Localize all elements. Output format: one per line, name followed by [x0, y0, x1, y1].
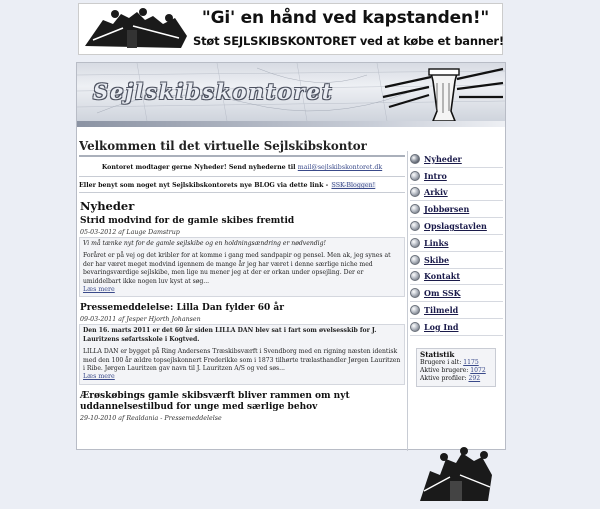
main-content [79, 133, 405, 451]
blog-text: Eller benyt som noget nyt Sejlskibskontorets nye BLOG via dette link - [79, 182, 329, 189]
bullet-icon [410, 187, 420, 197]
page-title: Velkommen til det virtuelle Sejlskibskontor [79, 139, 405, 157]
menu-item-intro[interactable] [410, 168, 503, 185]
menu-item-label: Opslagstavlen [424, 221, 487, 232]
menu-item-label: Nyheder [424, 153, 462, 164]
menu-item-label: Arkiv [424, 187, 448, 198]
bullet-icon [410, 221, 420, 231]
menu-item-label: Links [424, 237, 449, 248]
stat-label: Aktive profiler: [420, 375, 467, 383]
article-body [79, 237, 405, 297]
bullet-icon [410, 322, 420, 332]
sailors-illustration [416, 441, 498, 509]
menu-item-label: Skibe [424, 254, 450, 265]
stat-active-users-value[interactable]: 1072 [470, 367, 486, 375]
blog-link[interactable]: SSK-Bloggen! [331, 182, 376, 189]
statistics-box [416, 348, 496, 387]
right-sidebar [407, 151, 503, 451]
stat-active-users [420, 367, 492, 375]
menu-item-label: Tilmeld [424, 305, 459, 316]
article-body [79, 324, 405, 384]
main-menu [408, 151, 503, 336]
menu-item-label: Intro [424, 170, 447, 181]
menu-item-label: Kontakt [424, 271, 461, 282]
article-lead: Vi må tænke nyt for de gamle sejlskibe og en holdningsændring er nødvendig! [83, 240, 326, 247]
read-more-link[interactable]: Læs mere [83, 373, 115, 381]
bullet-icon [410, 255, 420, 265]
menu-item-links[interactable] [410, 235, 503, 252]
menu-item-label: Log Ind [424, 321, 459, 332]
article-title[interactable]: Strid modvind for de gamle skibes fremtid [80, 216, 295, 226]
menu-item-arkiv[interactable] [410, 185, 503, 202]
article-meta: 05-03-2012 af Lauge Damstrup [80, 229, 180, 236]
stat-label: Brugere i alt: [420, 358, 462, 366]
article-meta: 29-10-2010 af Realdania - Pressemeddelelse [80, 414, 222, 422]
intro-text: Kontoret modtager gerne Nyheder! Send nyhederne til [101, 164, 296, 171]
stat-active-profiles [420, 375, 492, 383]
banner-slogan-line1: "Gi' en hånd ved kapstanden!" [201, 8, 490, 28]
top-banner[interactable] [78, 3, 503, 55]
bullet-icon [410, 238, 420, 248]
bullet-icon [410, 288, 420, 298]
article-title[interactable]: Pressemeddelelse: Lilla Dan fylder 60 år [80, 303, 284, 314]
menu-item-skibe[interactable] [410, 252, 503, 269]
article-text: LILLA DAN er bygget på Ring Andersens Træskibsværft i Svendborg med en rigning næsten identisk med den 100 år ældre topsejlskonnert Frederikke som i 1873 tilhørte trælasthandler Jørgen Lauritzen i Ribe. Jørgen Lauritzen gav navn til J. Lauritzen A/S og ved søs... [83, 348, 401, 373]
stat-users-value[interactable]: 1175 [463, 358, 479, 366]
menu-item-log-ind[interactable] [410, 319, 503, 336]
bullet-icon [410, 171, 420, 181]
menu-item-kontakt[interactable] [410, 269, 503, 286]
menu-item-tilmeld[interactable] [410, 302, 503, 319]
read-more-link[interactable]: Læs mere [83, 286, 115, 294]
news-heading: Nyheder [80, 199, 135, 213]
sailors-at-capstan-illustration [83, 6, 191, 52]
stat-users [420, 359, 492, 367]
article-title[interactable]: Ærøskøbings gamle skibsværft bliver rammen om nyt uddannelsestilbud for unge med særlige behov [80, 390, 350, 412]
stat-active-profiles-value[interactable]: 292 [468, 375, 481, 383]
menu-item-jobborsen[interactable] [410, 201, 503, 218]
stat-label: Aktive brugere: [420, 367, 469, 375]
bullet-icon [410, 271, 420, 281]
statistics-title: Statistik [420, 349, 455, 359]
menu-item-nyheder[interactable] [410, 151, 503, 168]
header-divider [77, 121, 505, 127]
site-logo[interactable]: Sejlskibskontoret [93, 79, 334, 104]
article-lead: Den 16. marts 2011 er det 60 år siden LILLA DAN blev sat i fart som øvelsesskib for J. Lauritzens søfartsskole i Kogtved. [83, 327, 377, 343]
capstan-illustration [379, 67, 505, 121]
bullet-icon [410, 305, 420, 315]
menu-item-om-ssk[interactable] [410, 285, 503, 302]
email-link[interactable]: mail@sejlskibskontoret.dk [297, 164, 383, 171]
news-article [79, 391, 405, 422]
menu-item-label: Om SSK [424, 288, 461, 299]
site-header [77, 63, 505, 121]
news-article [79, 303, 405, 384]
news-article [79, 216, 405, 297]
page-frame [76, 62, 506, 450]
bullet-icon [410, 204, 420, 214]
banner-slogan-line2: Støt SEJLSKIBSKONTORET ved at købe et banner! [193, 34, 504, 48]
blog-line [79, 182, 405, 193]
article-text: Foråret er på vej og det kribler for at komme i gang med sandpapir og pensel. Men ak, jeg synes at der har været meget modvind igennem de mange år jeg har været i denne særlige niche med bevaringsværdige sejlskibe, men lige nu mener jeg at der er orkan under opsejling. Der er umiddelbart ikke nogen luv kyst at søg... [83, 252, 391, 285]
intro-line [79, 164, 405, 177]
menu-item-label: Jobbørsen [424, 204, 470, 215]
bullet-icon [410, 154, 420, 164]
menu-item-opslagstavlen[interactable] [410, 218, 503, 235]
article-meta: 09-03-2011 af Jesper Hjorth Johansen [80, 316, 201, 324]
